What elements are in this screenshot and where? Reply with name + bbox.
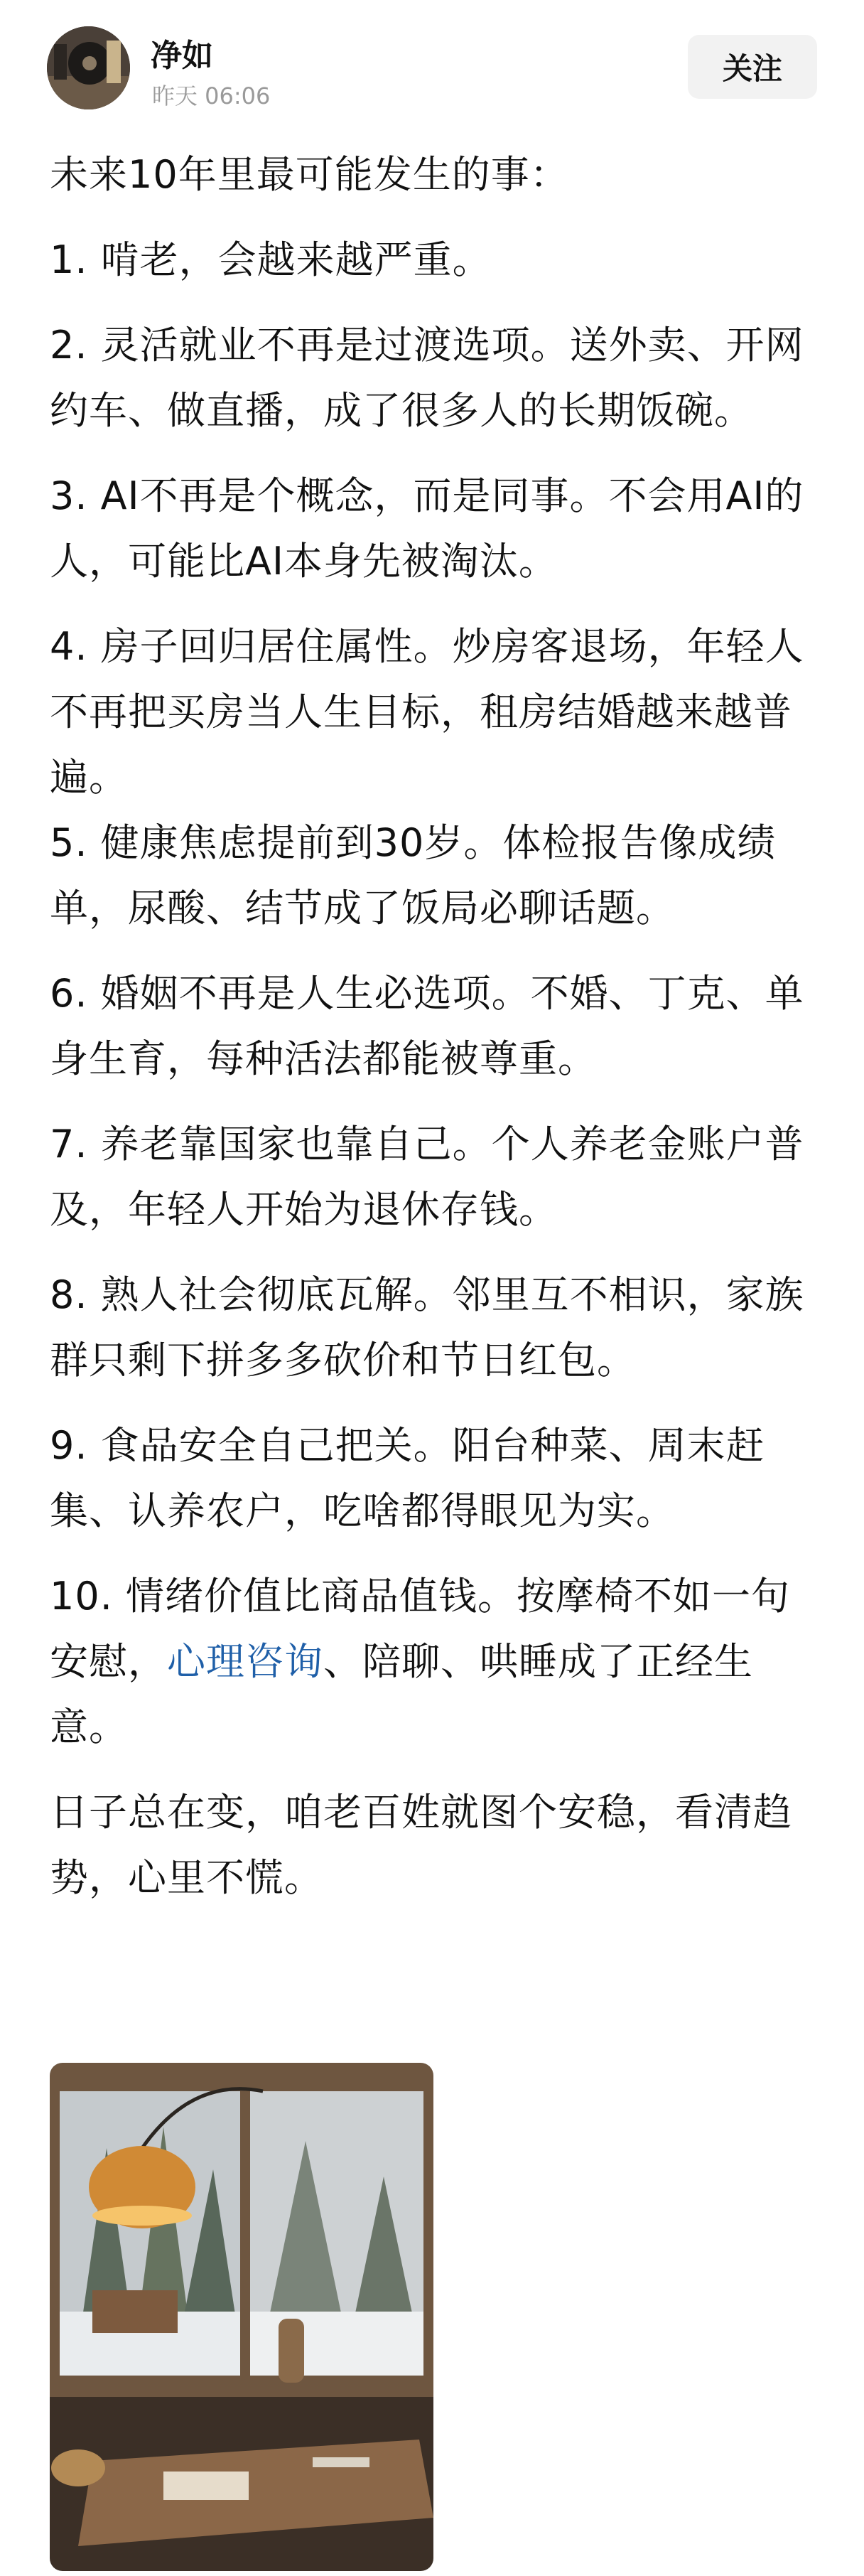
list-item: 6. 婚姻不再是人生必选项。不婚、丁克、单身生育，每种活法都能被尊重。: [50, 971, 804, 1081]
list-item: 8. 熟人社会彻底瓦解。邻里互不相识，家族群只剩下拼多多砍价和节日红包。: [50, 1272, 804, 1383]
list-item: 9. 食品安全自己把关。阳台种菜、周末赶集、认养农户，吃啥都得眼见为实。: [50, 1423, 765, 1533]
psychology-consult-link[interactable]: 心理咨询: [167, 1639, 323, 1684]
list-item: 7. 养老靠国家也靠自己。个人养老金账户普及，年轻人开始为退休存钱。: [50, 1122, 804, 1232]
post-header: [0, 0, 864, 132]
list-item: 5. 健康焦虑提前到30岁。体检报告像成绩单，尿酸、结节成了饭局必聊话题。: [50, 820, 777, 930]
list-item: 4. 房子回归居住属性。炒房客退场，年轻人不再把买房当人生目标，租房结婚越来越普遍。: [50, 624, 804, 800]
closing-text: 日子总在变，咱老百姓就图个安稳，看清趋势，心里不慌。: [50, 1790, 792, 1900]
post-title: 未来10年里最可能发生的事：: [50, 152, 569, 197]
list-item-10: [50, 1564, 824, 1760]
item10-after: 、陪聊、哄睡成了正经生意。: [50, 1639, 753, 1749]
post-time: 昨天 06:06: [152, 82, 271, 109]
list-item: 1. 啃老，会越来越严重。: [50, 237, 492, 282]
post-content: [50, 142, 824, 1931]
avatar[interactable]: [47, 26, 130, 109]
list-item: 3. AI不再是个概念，而是同事。不会用AI的人，可能比AI本身先被淘汰。: [50, 473, 804, 584]
item10-before: 10. 情绪价值比商品值钱。按摩椅不如一句安慰，: [50, 1574, 791, 1684]
list-item: 2. 灵活就业不再是过渡选项。送外卖、开网约车、做直播，成了很多人的长期饭碗。: [50, 323, 804, 433]
post-photo[interactable]: [50, 2063, 433, 2571]
follow-button[interactable]: 关注: [688, 35, 817, 99]
author-name[interactable]: 净如: [151, 38, 213, 74]
